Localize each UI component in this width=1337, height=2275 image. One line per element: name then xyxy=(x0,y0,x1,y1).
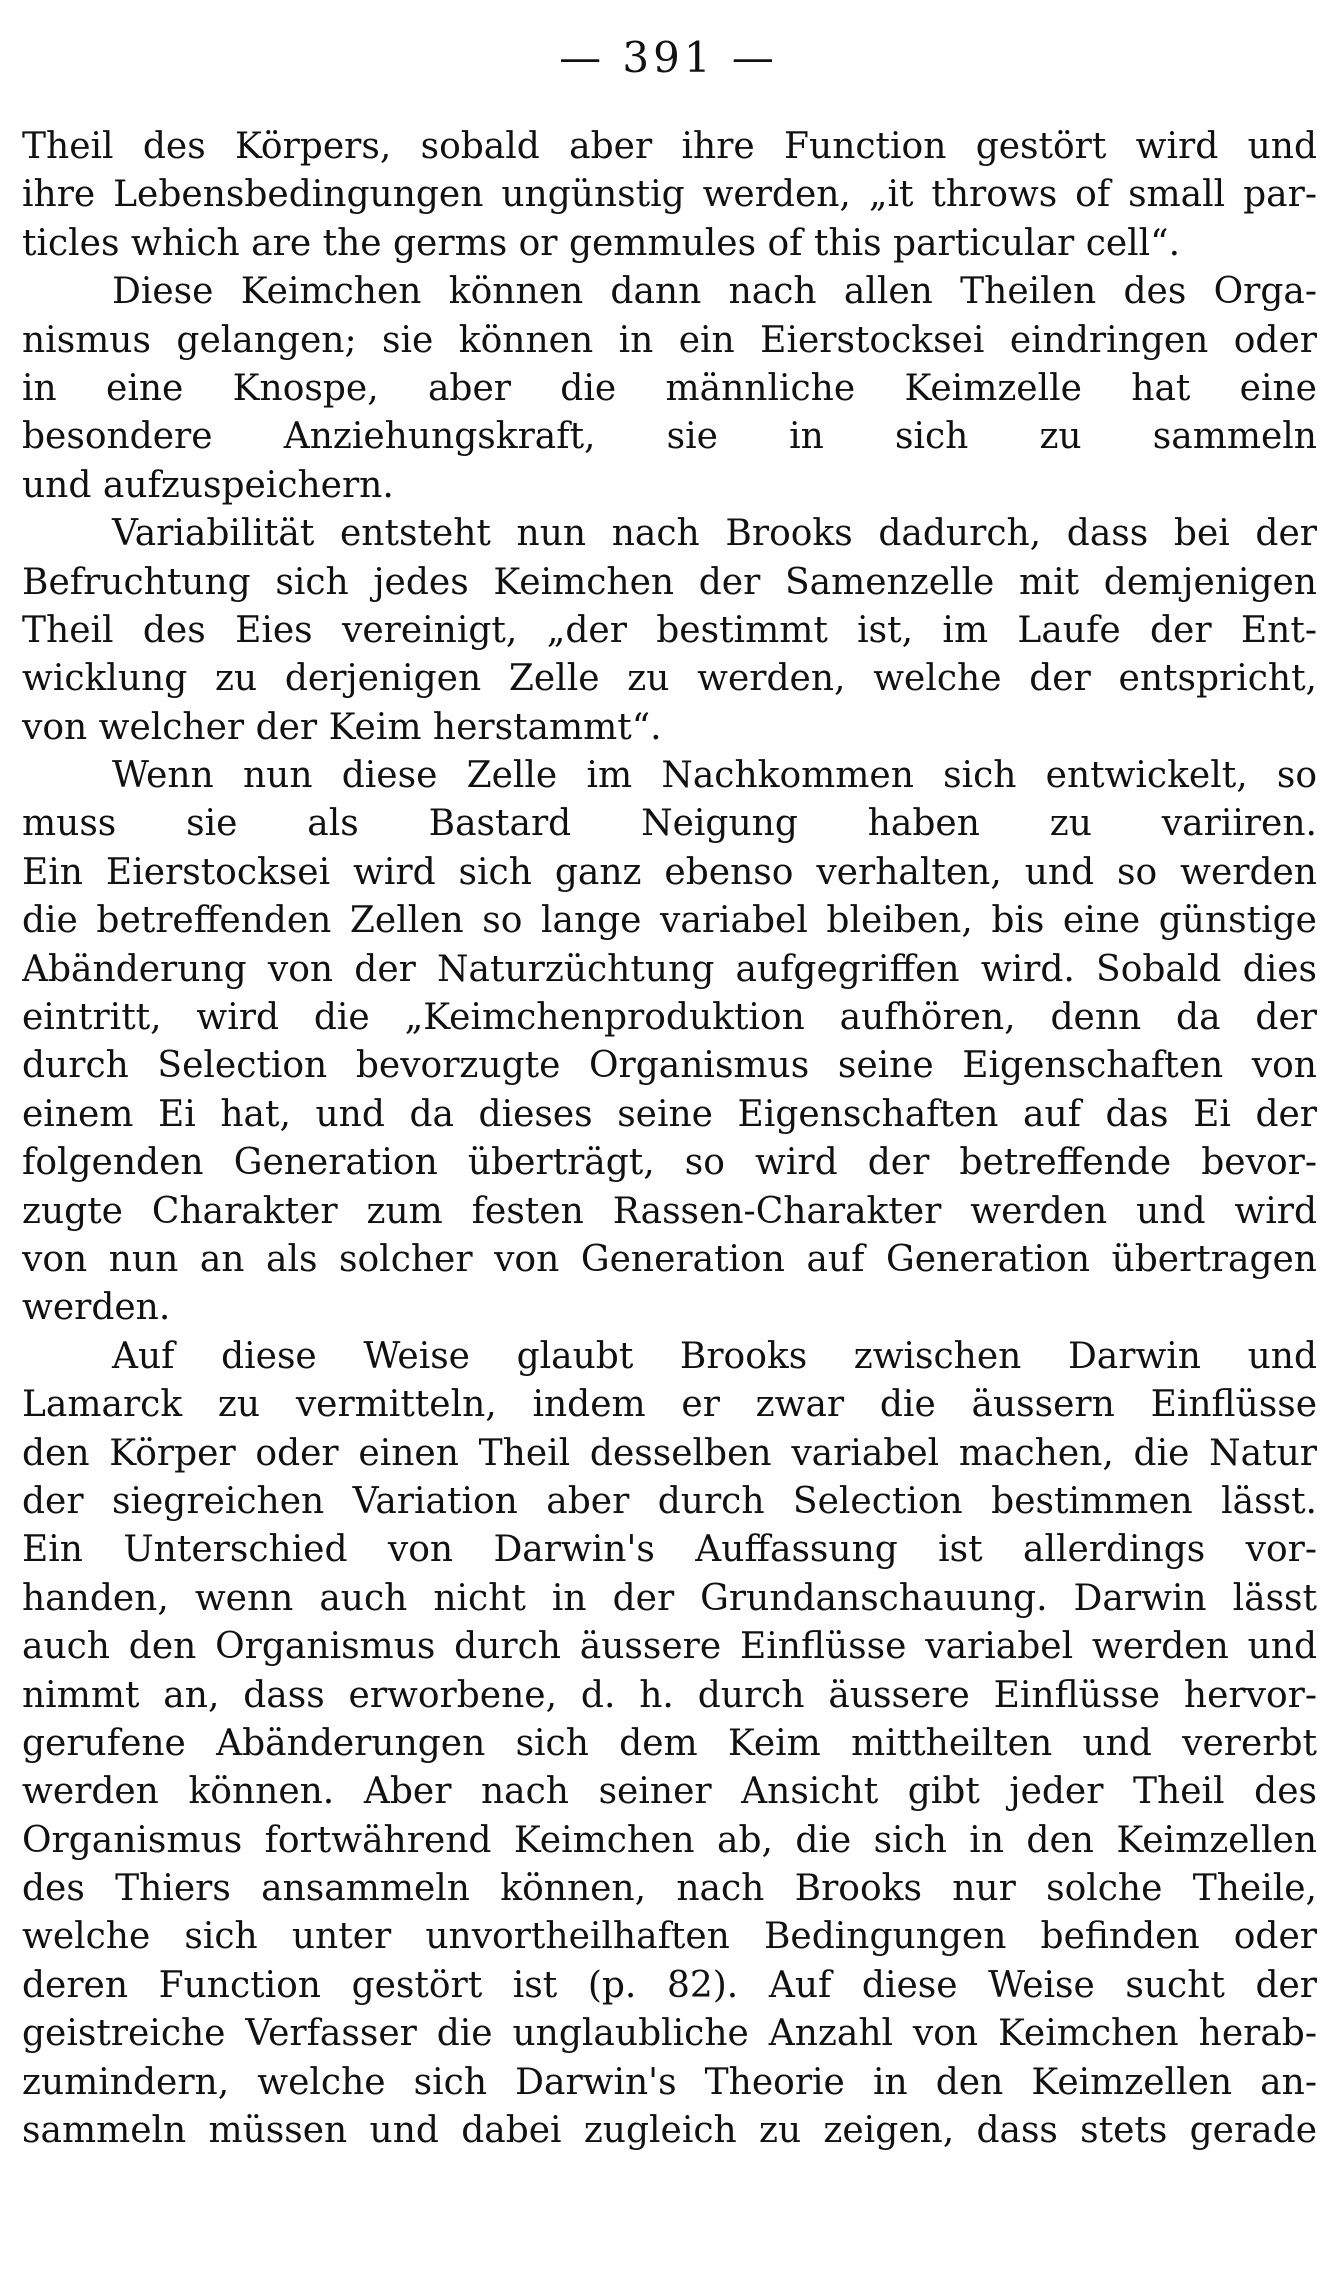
text-line: zugte Charakter zum festen Rassen-Charakter werden und wird xyxy=(22,1190,1317,1232)
text-line: des Thiers ansammeln können, nach Brooks nur solche Theile, xyxy=(22,1868,1317,1910)
text-line: einem Ei hat, und da dieses seine Eigenschaften auf das Ei der xyxy=(22,1093,1317,1135)
text-line: und aufzuspeichern. xyxy=(22,464,394,506)
text-line: in eine Knospe, aber die männliche Keimzelle hat eine xyxy=(22,367,1317,409)
text-line: von welcher der Keim herstammt“. xyxy=(22,706,662,748)
text-line: ticles which are the germs or gemmules of this particular cell“. xyxy=(22,222,1181,264)
page-number: — 391 — xyxy=(559,33,778,82)
text-line: Ein Eierstocksei wird sich ganz ebenso verhalten, und so werden xyxy=(22,851,1317,893)
text-line: nismus gelangen; sie können in ein Eierstocksei eindringen oder xyxy=(22,319,1317,361)
text-line: handen, wenn auch nicht in der Grundanschauung. Darwin lässt xyxy=(22,1577,1317,1619)
text-line: Wenn nun diese Zelle im Nachkommen sich entwickelt, so xyxy=(112,755,1317,797)
text-line: Lamarck zu vermitteln, indem er zwar die äussern Einflüsse xyxy=(22,1384,1317,1426)
text-line: von nun an als solcher von Generation auf Generation übertragen xyxy=(22,1238,1317,1280)
text-line: Theil des Körpers, sobald aber ihre Function gestört wird und xyxy=(22,126,1317,167)
text-line: Organismus fortwährend Keimchen ab, die sich in den Keimzellen xyxy=(22,1819,1317,1861)
text-line: deren Function gestört ist (p. 82). Auf diese Weise sucht der xyxy=(22,1964,1317,2006)
text-line: welche sich unter unvortheilhaften Bedingungen befinden oder xyxy=(22,1916,1317,1958)
text-line: auch den Organismus durch äussere Einflüsse variabel werden und xyxy=(22,1626,1317,1668)
text-line: zumindern, welche sich Darwin's Theorie in den Keimzellen an- xyxy=(22,2061,1317,2103)
text-line: Ein Unterschied von Darwin's Auffassung ist allerdings vor- xyxy=(22,1529,1317,1571)
text-line: sammeln müssen und dabei zugleich zu zeigen, dass stets gerade xyxy=(22,2110,1317,2152)
text-line: Befruchtung sich jedes Keimchen der Samenzelle mit demjenigen xyxy=(22,561,1317,603)
text-line: Theil des Eies vereinigt, „der bestimmt ist, im Laufe der Ent- xyxy=(22,609,1317,651)
text-line: werden. xyxy=(22,1287,171,1329)
text-line: folgenden Generation überträgt, so wird der betreffende bevor- xyxy=(22,1142,1317,1184)
text-line: Abänderung von der Naturzüchtung aufgegriffen wird. Sobald dies xyxy=(22,948,1317,990)
text-line: besondere Anziehungskraft, sie in sich zu sammeln xyxy=(22,416,1317,458)
text-line: ihre Lebensbedingungen ungünstig werden, „it throws of small par- xyxy=(22,174,1317,216)
text-line: eintritt, wird die „Keimchenproduktion aufhören, denn da der xyxy=(22,997,1317,1039)
text-line: muss sie als Bastard Neigung haben zu variiren. xyxy=(22,803,1317,845)
body-text xyxy=(22,123,1317,2155)
text-line: nimmt an, dass erworbene, d. h. durch äussere Einflüsse hervor- xyxy=(22,1674,1317,1716)
text-line: die betreffenden Zellen so lange variabel bleiben, bis eine günstige xyxy=(22,900,1317,942)
text-line: geistreiche Verfasser die unglaubliche Anzahl von Keimchen herab- xyxy=(22,2013,1317,2055)
text-line: der siegreichen Variation aber durch Selection bestimmen lässt. xyxy=(22,1480,1317,1522)
text-line: Variabilität entsteht nun nach Brooks dadurch, dass bei der xyxy=(112,513,1317,555)
text-line: wicklung zu derjenigen Zelle zu werden, welche der entspricht, xyxy=(22,658,1317,700)
text-line: Diese Keimchen können dann nach allen Theilen des Orga- xyxy=(112,271,1317,313)
text-line: Auf diese Weise glaubt Brooks zwischen Darwin und xyxy=(112,1335,1317,1377)
text-line: den Körper oder einen Theil desselben variabel machen, die Natur xyxy=(22,1432,1317,1474)
text-line: werden können. Aber nach seiner Ansicht gibt jeder Theil des xyxy=(22,1771,1317,1813)
text-line: gerufene Abänderungen sich dem Keim mittheilten und vererbt xyxy=(22,1722,1317,1764)
text-line: durch Selection bevorzugte Organismus seine Eigenschaften von xyxy=(22,1045,1317,1087)
